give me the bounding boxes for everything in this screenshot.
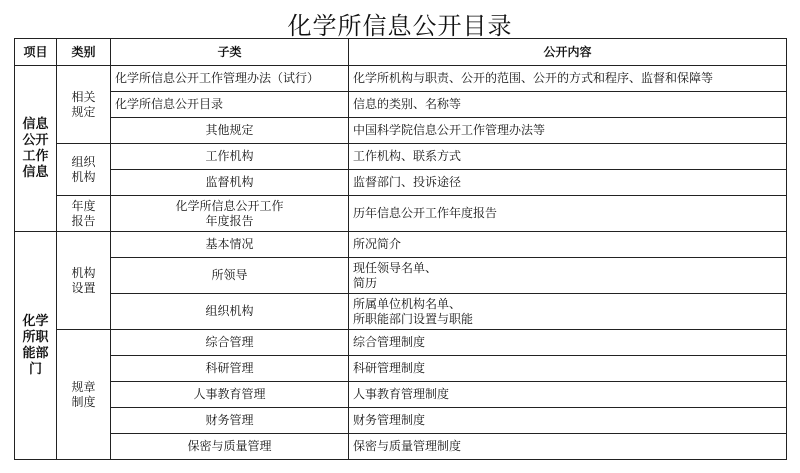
subcategory-cell: 保密与质量管理	[111, 434, 349, 460]
content-cell: 工作机构、联系方式	[349, 144, 787, 170]
subcategory-cell: 化学所信息公开工作管理办法（试行）	[111, 66, 349, 92]
project-cell: 信息公开工作信息	[15, 66, 57, 232]
category-cell: 规章制度	[57, 330, 111, 460]
content-line: 现任领导名单、	[353, 260, 438, 275]
subcategory-cell: 其他规定	[111, 118, 349, 144]
header-category: 类别	[57, 39, 111, 66]
project-cell: 化学所职能部门	[15, 232, 57, 460]
content-cell	[349, 294, 787, 330]
table-row	[15, 294, 787, 330]
subcategory-line: 化学所信息公开工作	[175, 198, 284, 213]
subcategory-cell: 工作机构	[111, 144, 349, 170]
table-row	[15, 118, 787, 144]
subcategory-cell: 基本情况	[111, 232, 349, 258]
subcategory-cell: 监督机构	[111, 170, 349, 196]
header-project: 项目	[15, 39, 57, 66]
disclosure-table	[14, 38, 787, 460]
content-cell: 综合管理制度	[349, 330, 787, 356]
content-cell: 科研管理制度	[349, 356, 787, 382]
subcategory-cell: 科研管理	[111, 356, 349, 382]
content-line: 简历	[353, 275, 378, 290]
subcategory-line: 年度报告	[205, 213, 254, 228]
subcategory-cell: 人事教育管理	[111, 382, 349, 408]
table-row	[15, 408, 787, 434]
table-row	[15, 170, 787, 196]
content-cell: 人事教育管理制度	[349, 382, 787, 408]
header-subcategory: 子类	[111, 39, 349, 66]
table-header-row	[15, 39, 787, 66]
category-cell: 相关规定	[57, 66, 111, 144]
header-content: 公开内容	[349, 39, 787, 66]
category-cell: 机构设置	[57, 232, 111, 330]
content-cell: 保密与质量管理制度	[349, 434, 787, 460]
table-row	[15, 382, 787, 408]
content-line: 所职能部门设置与职能	[353, 311, 474, 326]
content-cell: 所况简介	[349, 232, 787, 258]
category-cell: 组织机构	[57, 144, 111, 196]
table-row	[15, 196, 787, 232]
subcategory-cell: 组织机构	[111, 294, 349, 330]
table-row	[15, 330, 787, 356]
subcategory-cell: 综合管理	[111, 330, 349, 356]
subcategory-cell: 财务管理	[111, 408, 349, 434]
content-line: 所属单位机构名单、	[353, 296, 462, 311]
subcategory-cell	[111, 196, 349, 232]
page-title: 化学所信息公开目录	[287, 12, 513, 40]
subcategory-cell: 所领导	[111, 258, 349, 294]
table-row	[15, 66, 787, 92]
table-row	[15, 92, 787, 118]
table-row	[15, 144, 787, 170]
table-row	[15, 356, 787, 382]
subcategory-cell: 化学所信息公开目录	[111, 92, 349, 118]
content-cell: 财务管理制度	[349, 408, 787, 434]
table-row	[15, 434, 787, 460]
content-cell: 监督部门、投诉途径	[349, 170, 787, 196]
content-cell: 中国科学院信息公开工作管理办法等	[349, 118, 787, 144]
table-row	[15, 258, 787, 294]
content-cell: 化学所机构与职责、公开的范围、公开的方式和程序、监督和保障等	[349, 66, 787, 92]
table-row	[15, 232, 787, 258]
content-cell: 信息的类别、名称等	[349, 92, 787, 118]
content-cell	[349, 258, 787, 294]
content-cell: 历年信息公开工作年度报告	[349, 196, 787, 232]
category-cell: 年度报告	[57, 196, 111, 232]
